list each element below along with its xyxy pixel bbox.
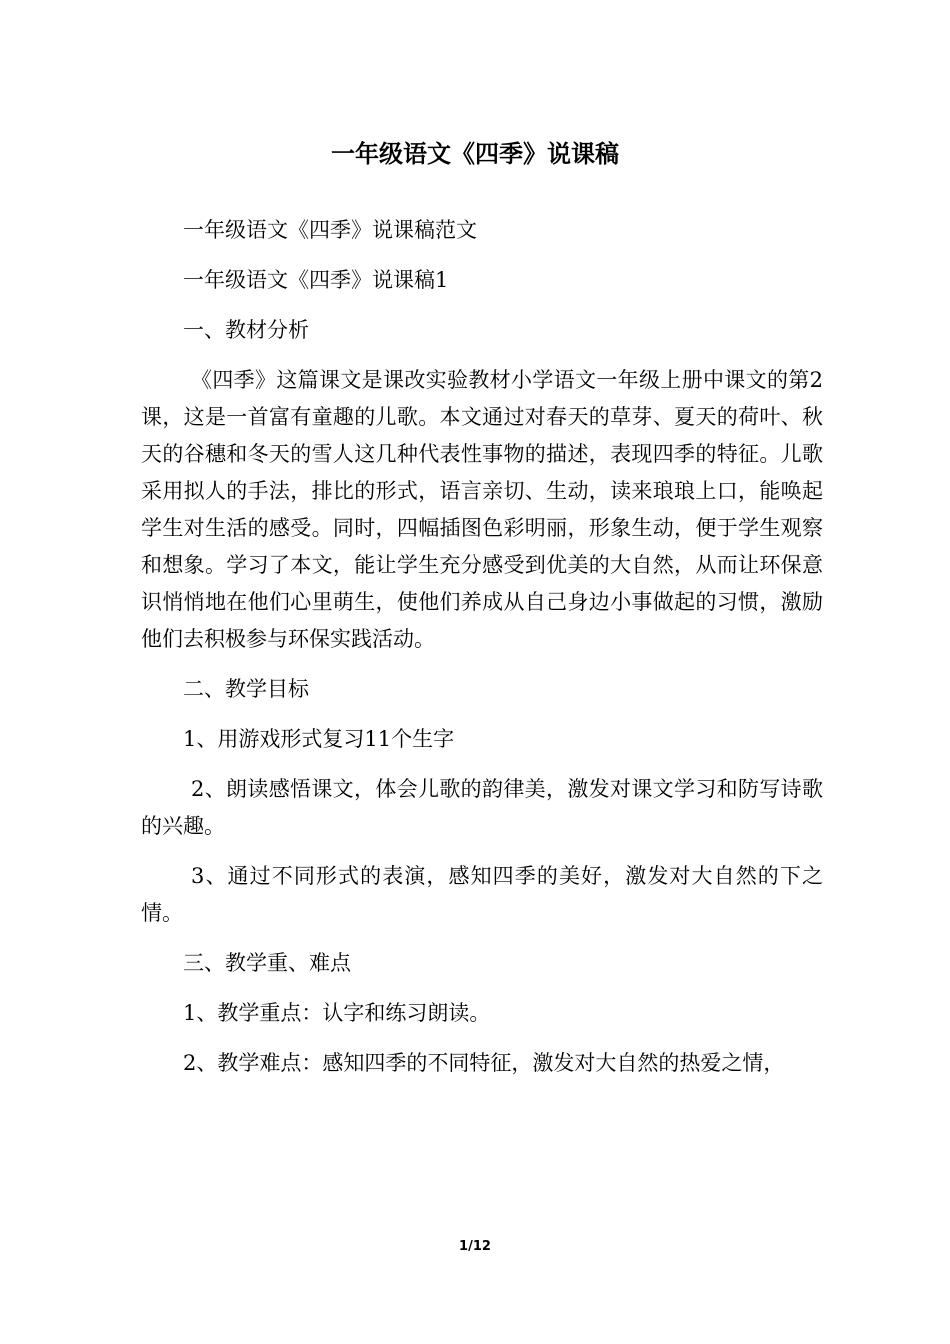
document-title: 一年级语文《四季》说课稿 (331, 140, 619, 168)
key-point-item-2: 2、教学难点：感知四季的不同特征，激发对大自然的热爱之情， (183, 1051, 785, 1075)
document-body (141, 212, 823, 1095)
section-heading-material-analysis: 一、教材分析 (183, 318, 309, 342)
goal-item-1: 1、用游戏形式复习11个生字 (183, 727, 455, 751)
page-number: 1/12 (459, 1239, 491, 1254)
goal-item-3: 3、通过不同形式的表演，感知四季的美好，激发对大自然的下之情。 (141, 864, 823, 925)
paragraph-heading-part-1: 一年级语文《四季》说课稿1 (183, 268, 449, 292)
paragraph-material-analysis: 《四季》这篇课文是课改实验教材小学语文一年级上册中课文的第2课，这是一首富有童趣的儿歌。本文通过对春天的草芽、夏天的荷叶、秋天的谷穗和冬天的雪人这几种代表性事物的描述，表现四季的特征。儿歌采用拟人的手法，排比的形式，语言亲切、生动，读来琅琅上口，能唤起学生对生活的感受。同时，四幅插图色彩明丽，形象生动，便于学生观察和想象。学习了本文，能让学生充分感受到优美的大自然，从而让环保意识悄悄地在他们心里萌生，使他们养成从自己身边小事做起的习惯，激励他们去积极参与环保实践活动。 (141, 368, 823, 651)
paragraph-subtitle: 一年级语文《四季》说课稿范文 (183, 218, 477, 242)
key-point-item-1: 1、教学重点：认字和练习朗读。 (183, 1001, 491, 1025)
goal-item-2: 2、朗读感悟课文，体会儿歌的韵律美，激发对课文学习和防写诗歌的兴趣。 (141, 777, 823, 838)
section-heading-key-points: 三、教学重、难点 (183, 951, 351, 975)
section-heading-teaching-goals: 二、教学目标 (183, 677, 309, 701)
